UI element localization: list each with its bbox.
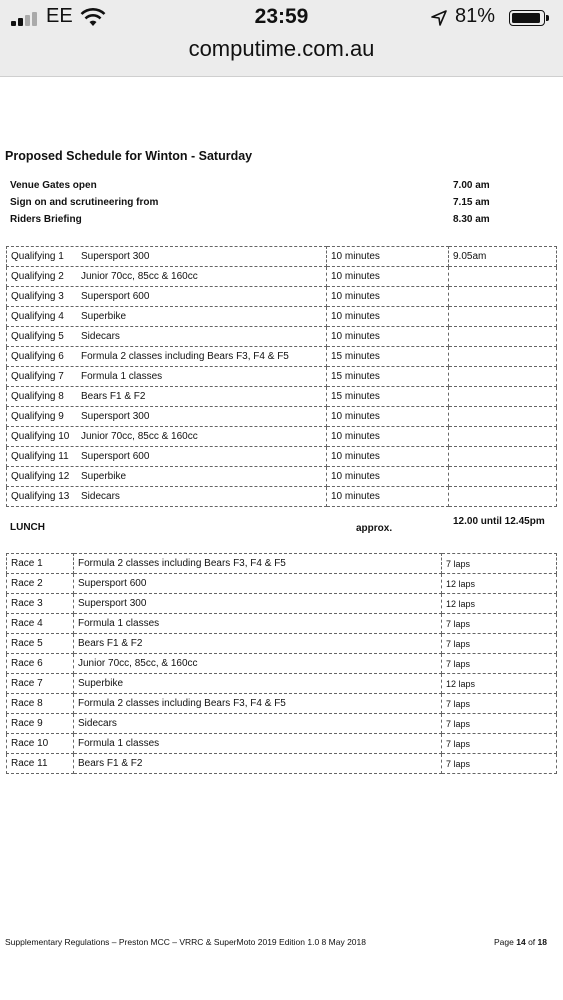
duration: 10 minutes xyxy=(327,327,449,347)
table-row xyxy=(7,674,557,694)
table-row xyxy=(7,427,557,447)
start-time xyxy=(449,307,557,327)
table-row xyxy=(7,247,557,267)
class-name: Bears F1 & F2 xyxy=(74,634,442,654)
duration: 10 minutes xyxy=(327,487,449,507)
class-name: Sidecars xyxy=(81,331,120,342)
table-row xyxy=(7,654,557,674)
start-time xyxy=(449,467,557,487)
session-name: Qualifying 10 xyxy=(11,431,70,442)
duration: 10 minutes xyxy=(327,267,449,287)
lunch-time: 12.00 until 12.45pm xyxy=(453,516,545,527)
session-name: Qualifying 12 xyxy=(11,471,70,482)
session-name: Qualifying 11 xyxy=(11,451,69,462)
venue-label: Riders Briefing xyxy=(10,214,82,225)
table-row xyxy=(7,487,557,507)
lunch-label: LUNCH xyxy=(10,522,45,533)
laps: 7 laps xyxy=(442,634,557,654)
duration: 10 minutes xyxy=(327,407,449,427)
laps: 7 laps xyxy=(442,694,557,714)
status-time: 23:59 xyxy=(254,5,309,28)
duration: 10 minutes xyxy=(327,467,449,487)
class-name: Junior 70cc, 85cc & 160cc xyxy=(81,431,198,442)
table-row xyxy=(7,634,557,654)
session-name: Qualifying 4 xyxy=(11,311,64,322)
session-name: Qualifying 7 xyxy=(11,371,64,382)
session-name: Qualifying 1 xyxy=(11,251,64,262)
table-row xyxy=(7,694,557,714)
start-time xyxy=(449,267,557,287)
class-name: Supersport 300 xyxy=(81,251,150,262)
class-name: Junior 70cc, 85cc & 160cc xyxy=(81,271,198,282)
start-time xyxy=(449,327,557,347)
class-name: Formula 1 classes xyxy=(81,371,163,382)
race-name: Race 9 xyxy=(7,714,74,734)
start-time xyxy=(449,347,557,367)
class-name: Supersport 300 xyxy=(81,411,150,422)
duration: 15 minutes xyxy=(327,387,449,407)
qualifying-table xyxy=(6,246,557,507)
class-name: Bears F1 & F2 xyxy=(74,754,442,774)
page-number: Page 14 of 18 xyxy=(494,937,548,947)
class-name: Junior 70cc, 85cc, & 160cc xyxy=(74,654,442,674)
laps: 12 laps xyxy=(442,674,557,694)
table-row xyxy=(7,327,557,347)
class-name: Supersport 300 xyxy=(74,594,442,614)
laps: 7 laps xyxy=(442,714,557,734)
page-title: Proposed Schedule for Winton - Saturday xyxy=(5,149,253,163)
venue-label: Venue Gates open xyxy=(10,180,97,191)
laps: 7 laps xyxy=(442,734,557,754)
race-name: Race 7 xyxy=(7,674,74,694)
start-time xyxy=(449,367,557,387)
race-name: Race 8 xyxy=(7,694,74,714)
race-name: Race 11 xyxy=(7,754,74,774)
table-row xyxy=(7,307,557,327)
session-name: Qualifying 2 xyxy=(11,271,64,282)
status-bar xyxy=(0,0,563,36)
session-name: Qualifying 13 xyxy=(11,491,70,502)
session-name: Qualifying 3 xyxy=(11,291,64,302)
table-row xyxy=(7,367,557,387)
race-name: Race 10 xyxy=(7,734,74,754)
venue-time: 8.30 am xyxy=(453,214,490,225)
table-row xyxy=(7,467,557,487)
duration: 10 minutes xyxy=(327,247,449,267)
table-row xyxy=(7,267,557,287)
class-name: Formula 2 classes including Bears F3, F4 & F5 xyxy=(81,351,289,362)
venue-time: 7.00 am xyxy=(453,180,490,191)
laps: 7 laps xyxy=(442,554,557,574)
table-row xyxy=(7,594,557,614)
lunch-approx: approx. xyxy=(356,523,393,534)
table-row xyxy=(7,387,557,407)
start-time xyxy=(449,427,557,447)
venue-time: 7.15 am xyxy=(453,197,490,208)
laps: 7 laps xyxy=(442,654,557,674)
duration: 10 minutes xyxy=(327,307,449,327)
table-row xyxy=(7,714,557,734)
table-row xyxy=(7,347,557,367)
class-name: Superbike xyxy=(81,471,127,482)
laps: 7 laps xyxy=(442,754,557,774)
laps: 12 laps xyxy=(442,594,557,614)
race-table xyxy=(6,553,557,774)
class-name: Superbike xyxy=(74,674,442,694)
session-name: Qualifying 8 xyxy=(11,391,64,402)
class-name: Formula 1 classes xyxy=(74,614,442,634)
class-name: Supersport 600 xyxy=(81,451,150,462)
battery-icon xyxy=(509,10,545,26)
table-row xyxy=(7,287,557,307)
table-row xyxy=(7,447,557,467)
duration: 10 minutes xyxy=(327,427,449,447)
start-time xyxy=(449,407,557,427)
race-name: Race 1 xyxy=(7,554,74,574)
table-row xyxy=(7,734,557,754)
footer-text: Supplementary Regulations – Preston MCC – VRRC & SuperMoto 2019 Edition 1.0 8 May 2018 xyxy=(5,937,366,947)
table-row xyxy=(7,554,557,574)
location-arrow-icon xyxy=(430,9,448,27)
battery-percent: 81% xyxy=(455,5,496,27)
table-row xyxy=(7,614,557,634)
class-name: Formula 1 classes xyxy=(74,734,442,754)
duration: 10 minutes xyxy=(327,447,449,467)
laps: 7 laps xyxy=(442,614,557,634)
class-name: Bears F1 & F2 xyxy=(81,391,146,402)
start-time: 9.05am xyxy=(449,247,557,267)
venue-label: Sign on and scrutineering from xyxy=(10,197,159,208)
race-name: Race 3 xyxy=(7,594,74,614)
session-name: Qualifying 6 xyxy=(11,351,64,362)
table-row xyxy=(7,407,557,427)
start-time xyxy=(449,287,557,307)
duration: 15 minutes xyxy=(327,347,449,367)
start-time xyxy=(449,487,557,507)
start-time xyxy=(449,447,557,467)
class-name: Formula 2 classes including Bears F3, F4 & F5 xyxy=(74,694,442,714)
table-row xyxy=(7,754,557,774)
session-name: Qualifying 9 xyxy=(11,411,64,422)
class-name: Sidecars xyxy=(81,491,120,502)
duration: 10 minutes xyxy=(327,287,449,307)
race-name: Race 6 xyxy=(7,654,74,674)
duration: 15 minutes xyxy=(327,367,449,387)
class-name: Supersport 600 xyxy=(81,291,150,302)
class-name: Formula 2 classes including Bears F3, F4 & F5 xyxy=(74,554,442,574)
session-name: Qualifying 5 xyxy=(11,331,64,342)
class-name: Superbike xyxy=(81,311,127,322)
laps: 12 laps xyxy=(442,574,557,594)
table-row xyxy=(7,574,557,594)
carrier-name: EE xyxy=(46,5,73,27)
race-name: Race 2 xyxy=(7,574,74,594)
start-time xyxy=(449,387,557,407)
class-name: Supersport 600 xyxy=(74,574,442,594)
race-name: Race 4 xyxy=(7,614,74,634)
class-name: Sidecars xyxy=(74,714,442,734)
browser-chrome xyxy=(0,0,563,77)
race-name: Race 5 xyxy=(7,634,74,654)
address-bar-url[interactable]: computime.com.au xyxy=(188,36,375,61)
